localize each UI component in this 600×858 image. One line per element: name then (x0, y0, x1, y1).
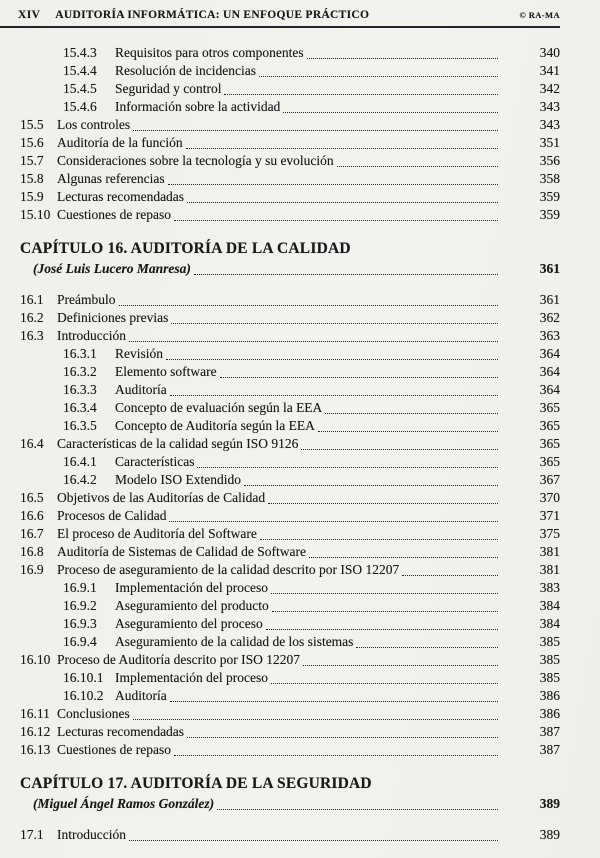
chapter-author: (José Luis Lucero Manresa) (33, 261, 191, 276)
folio-page-number: XIV (18, 9, 41, 21)
dot-leader (224, 80, 498, 95)
entry-page: 358 (539, 171, 560, 186)
entry-page: 371 (539, 508, 560, 523)
entry-number: 16.5 (20, 490, 44, 505)
toc-entry (0, 507, 560, 525)
entry-page: 381 (539, 562, 560, 577)
dot-leader (194, 259, 498, 275)
dot-leader (272, 597, 498, 612)
dot-leader (266, 615, 498, 630)
dot-leader (260, 525, 498, 540)
toc-entry (0, 669, 560, 687)
entry-number: 16.11 (20, 706, 50, 721)
dot-leader (133, 705, 498, 720)
entry-title: Proceso de aseguramiento de la calidad descrito por ISO 12207 (57, 562, 400, 577)
entry-number: 16.4 (20, 436, 44, 451)
dot-leader (197, 453, 498, 468)
entry-title: Lecturas recomendadas (57, 724, 185, 739)
entry-page: 365 (539, 436, 560, 451)
entry-number: 16.12 (20, 724, 51, 739)
entry-title: Modelo ISO Extendido (115, 472, 241, 487)
entry-number: 15.5 (20, 117, 44, 132)
toc-continuation (0, 44, 560, 224)
toc-entry (0, 116, 560, 134)
entry-number: 15.6 (20, 135, 44, 150)
entry-title: Concepto de evaluación según la EEA (115, 400, 323, 415)
entry-number: 16.4.2 (63, 472, 97, 487)
toc-entry (0, 62, 560, 80)
entry-number: 16.9.3 (63, 616, 97, 631)
toc-entry (0, 723, 560, 741)
entry-title: Requisitos para otros componentes (115, 45, 304, 60)
chapter-page: 389 (539, 796, 560, 811)
entry-page: 386 (539, 688, 560, 703)
entry-number: 16.1 (20, 292, 44, 307)
toc-entry (0, 525, 560, 543)
entry-number: 16.13 (20, 742, 51, 757)
chapter-heading: CAPÍTULO 16. AUDITORÍA DE LA CALIDAD (20, 240, 351, 257)
dot-leader (170, 687, 498, 702)
toc-entry (0, 399, 560, 417)
toc-entry (0, 188, 560, 206)
toc-entry (0, 80, 560, 98)
entry-number: 16.3.4 (63, 400, 97, 415)
toc-entry (0, 453, 560, 471)
entry-title: Proceso de Auditoría descrito por ISO 12207 (57, 652, 300, 667)
entry-number: 16.3.2 (63, 364, 97, 379)
chapter-entries (0, 291, 560, 759)
entry-title: Aseguramiento del proceso (115, 616, 263, 631)
chapter-page: 361 (539, 261, 560, 276)
dot-leader (259, 62, 498, 77)
entry-page: 343 (539, 117, 560, 132)
entry-page: 384 (539, 616, 560, 631)
entry-title: Aseguramiento de la calidad de los sistemas (115, 634, 354, 649)
entry-page: 356 (539, 153, 560, 168)
entry-number: 16.7 (20, 526, 44, 541)
toc-entry (0, 597, 560, 615)
entry-page: 387 (539, 724, 560, 739)
toc-entry (0, 579, 560, 597)
entry-page: 389 (539, 827, 560, 842)
chapter-author-row (0, 259, 560, 278)
toc-entry (0, 327, 560, 345)
entry-page: 375 (539, 526, 560, 541)
toc-entry (0, 152, 560, 170)
entry-title: Procesos de Calidad (57, 508, 167, 523)
dot-leader (271, 669, 498, 684)
entry-page: 367 (539, 472, 560, 487)
entry-page: 343 (539, 99, 560, 114)
toc-entry (0, 651, 560, 669)
toc-entry (0, 489, 560, 507)
entry-page: 341 (539, 63, 560, 78)
entry-page: 342 (539, 81, 560, 96)
toc-entry (0, 345, 560, 363)
toc-entry (0, 170, 560, 188)
entry-page: 363 (539, 328, 560, 343)
entry-number: 15.4.5 (63, 81, 97, 96)
entry-number: 16.2 (20, 310, 44, 325)
toc-entry (0, 44, 560, 62)
entry-page: 383 (539, 580, 560, 595)
dot-leader (174, 741, 498, 756)
entry-title: Elemento software (115, 364, 217, 379)
toc-entry (0, 381, 560, 399)
entry-title: Implementación del proceso (115, 580, 268, 595)
entry-title: Objetivos de las Auditorías de Calidad (57, 490, 266, 505)
entry-number: 15.4.4 (63, 63, 97, 78)
chapter-author-row (0, 794, 560, 813)
entry-number: 15.10 (20, 207, 51, 222)
entry-number: 15.4.6 (63, 99, 97, 114)
entry-page: 365 (539, 454, 560, 469)
entry-title: Características (115, 454, 195, 469)
entry-page: 381 (539, 544, 560, 559)
entry-page: 385 (539, 634, 560, 649)
entry-page: 351 (539, 135, 560, 150)
chapter-author: (Miguel Ángel Ramos González) (33, 796, 215, 811)
entry-title: Algunas referencias (57, 171, 165, 186)
entry-title: Revisión (115, 346, 164, 361)
entry-title: Consideraciones sobre la tecnología y su evolución (57, 153, 334, 168)
dot-leader (119, 291, 499, 306)
toc-sections (0, 44, 560, 844)
entry-number: 16.9.2 (63, 598, 97, 613)
entry-number: 16.9.4 (63, 634, 97, 649)
entry-number: 16.3.5 (63, 418, 97, 433)
entry-number: 15.4.3 (63, 45, 97, 60)
dot-leader (169, 507, 498, 522)
toc-entry (0, 98, 560, 116)
chapter-block (0, 774, 560, 844)
toc-entry (0, 687, 560, 705)
entry-page: 384 (539, 598, 560, 613)
running-title: AUDITORÍA INFORMÁTICA: UN ENFOQUE PRÁCTICO (55, 9, 370, 21)
entry-title: Lecturas recomendadas (57, 189, 185, 204)
publisher-mark: © RA-MA (519, 10, 560, 20)
entry-title: Cuestiones de repaso (57, 742, 171, 757)
toc-entry (0, 291, 560, 309)
entry-page: 359 (539, 189, 560, 204)
entry-title: Aseguramiento del producto (115, 598, 269, 613)
entry-number: 16.10.2 (63, 688, 104, 703)
entry-page: 365 (539, 418, 560, 433)
dot-leader (174, 206, 498, 221)
dot-leader (168, 170, 498, 185)
dot-leader (307, 44, 498, 59)
toc-entry (0, 633, 560, 651)
entry-page: 365 (539, 400, 560, 415)
dot-leader (402, 561, 498, 576)
entry-number: 15.7 (20, 153, 44, 168)
dot-leader (129, 826, 498, 841)
dot-leader (186, 134, 498, 149)
running-header (0, 9, 560, 28)
entry-number: 16.6 (20, 508, 44, 523)
entry-title: Preámbulo (57, 292, 116, 307)
entry-number: 16.8 (20, 544, 44, 559)
entry-title: Características de la calidad según ISO 9126 (57, 436, 299, 451)
dot-leader (301, 435, 498, 450)
dot-leader (309, 543, 498, 558)
dot-leader (187, 188, 498, 203)
entry-number: 16.9.1 (63, 580, 97, 595)
toc-entry (0, 471, 560, 489)
dot-leader (356, 633, 498, 648)
toc-entry (0, 741, 560, 759)
toc-entry (0, 826, 560, 844)
dot-leader (303, 651, 498, 666)
entry-title: Auditoría de la función (57, 135, 183, 150)
toc-entry (0, 363, 560, 381)
entry-title: Introducción (57, 827, 126, 842)
dot-leader (133, 116, 498, 131)
entry-page: 387 (539, 742, 560, 757)
toc-entry (0, 309, 560, 327)
entry-title: El proceso de Auditoría del Software (57, 526, 257, 541)
dot-leader (187, 723, 498, 738)
toc-entry (0, 206, 560, 224)
entry-title: Definiciones previas (57, 310, 169, 325)
toc-entry (0, 134, 560, 152)
entry-title: Implementación del proceso (115, 670, 268, 685)
entry-page: 364 (539, 364, 560, 379)
entry-page: 385 (539, 652, 560, 667)
entry-title: Auditoría (115, 688, 167, 703)
toc-entry (0, 417, 560, 435)
entry-page: 362 (539, 310, 560, 325)
entry-title: Seguridad y control (115, 81, 222, 96)
toc-entry (0, 705, 560, 723)
dot-leader (318, 417, 498, 432)
chapter-block (0, 239, 560, 759)
entry-number: 16.3.3 (63, 382, 97, 397)
dot-leader (244, 471, 498, 486)
entry-page: 370 (539, 490, 560, 505)
entry-number: 16.4.1 (63, 454, 97, 469)
entry-page: 385 (539, 670, 560, 685)
dot-leader (268, 489, 498, 504)
entry-number: 16.10.1 (63, 670, 104, 685)
dot-leader (217, 794, 498, 810)
entry-title: Introducción (57, 328, 126, 343)
entry-number: 16.3.1 (63, 346, 97, 361)
toc-entry (0, 543, 560, 561)
entry-number: 17.1 (20, 827, 44, 842)
chapter-heading: CAPÍTULO 17. AUDITORÍA DE LA SEGURIDAD (20, 775, 372, 792)
dot-leader (220, 363, 498, 378)
entry-number: 16.3 (20, 328, 44, 343)
toc-entry (0, 615, 560, 633)
entry-page: 386 (539, 706, 560, 721)
entry-title: Resolución de incidencias (115, 63, 256, 78)
entry-page: 359 (539, 207, 560, 222)
entry-title: Concepto de Auditoría según la EEA (115, 418, 315, 433)
entry-page: 361 (539, 292, 560, 307)
dot-leader (166, 345, 498, 360)
chapter-entries (0, 826, 560, 844)
toc-entry (0, 435, 560, 453)
dot-leader (170, 381, 498, 396)
dot-leader (171, 309, 498, 324)
entry-page: 364 (539, 382, 560, 397)
entry-title: Los controles (57, 117, 131, 132)
dot-leader (325, 399, 498, 414)
entry-title: Información sobre la actividad (115, 99, 281, 114)
dot-leader (129, 327, 498, 342)
entry-title: Conclusiones (57, 706, 130, 721)
entry-title: Auditoría de Sistemas de Calidad de Software (57, 544, 306, 559)
entry-number: 16.9 (20, 562, 44, 577)
dot-leader (271, 579, 498, 594)
dot-leader (283, 98, 498, 113)
dot-leader (337, 152, 498, 167)
entry-title: Auditoría (115, 382, 167, 397)
entry-number: 16.10 (20, 652, 51, 667)
entry-page: 364 (539, 346, 560, 361)
entry-number: 15.8 (20, 171, 44, 186)
entry-page: 340 (539, 45, 560, 60)
entry-number: 15.9 (20, 189, 44, 204)
entry-title: Cuestiones de repaso (57, 207, 171, 222)
toc-entry (0, 561, 560, 579)
